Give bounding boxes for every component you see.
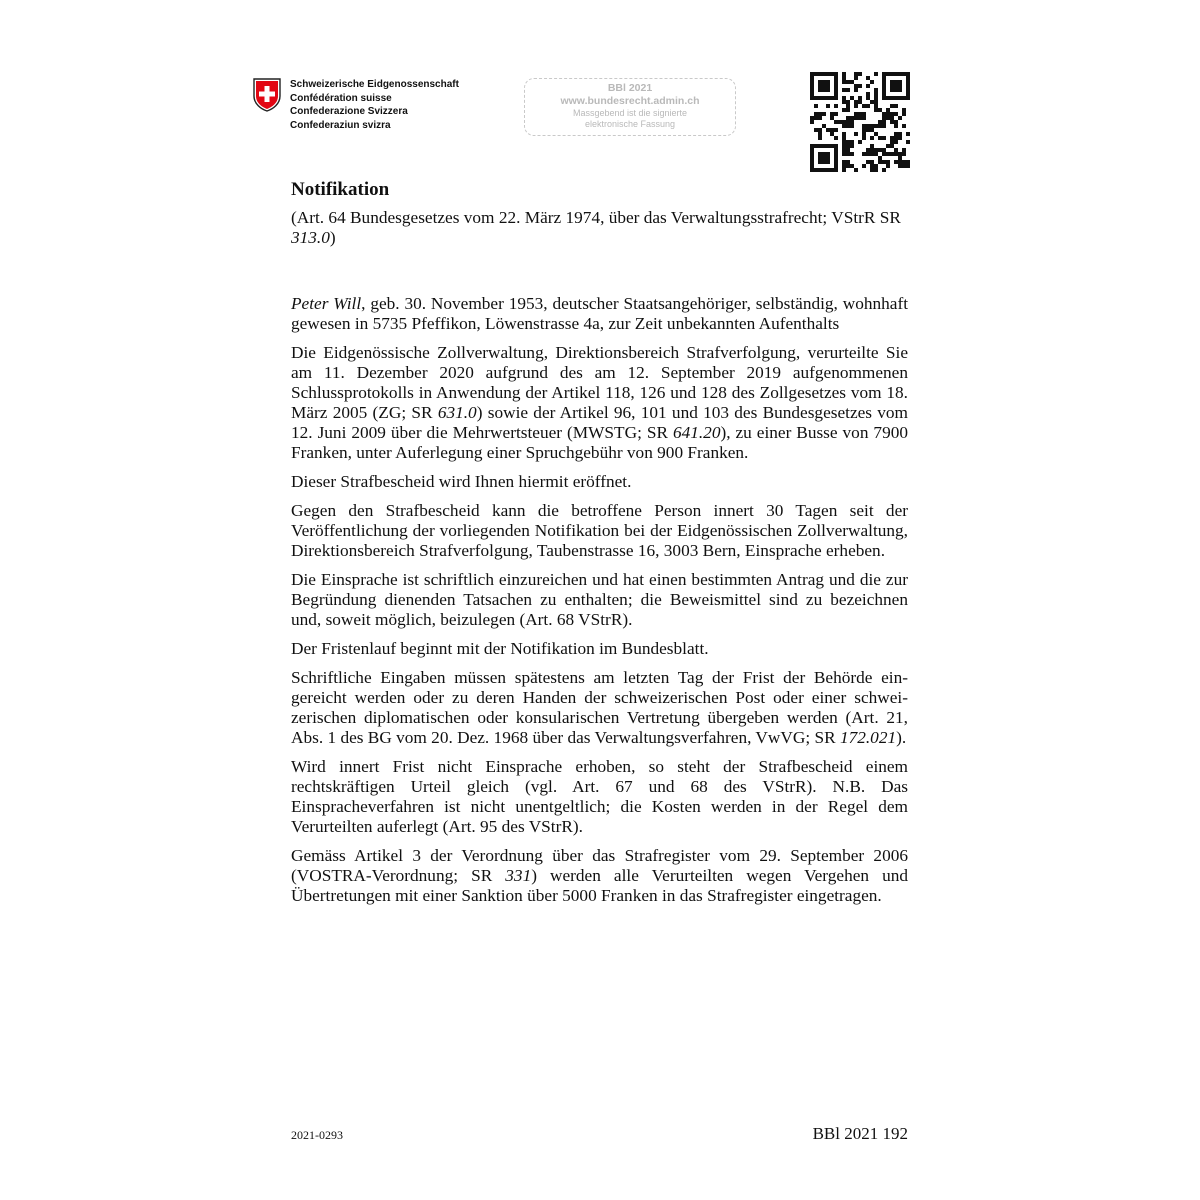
confederation-name-de: Schweizerische Eidgenossenschaft — [290, 79, 459, 90]
person-name: Peter Will — [291, 294, 362, 313]
stamp-line-1: BBl 2021 — [607, 82, 653, 94]
paragraph-objection-form: Die Einsprache ist schriftlich einzureichen und hat einen bestimmten Antrag und die zur Begründung dienenden Tatsachen zu enthalten; die Beweismittel sind zu bezeichnen und, soweit möglich, beizulegen (Art. 68 VStrR). — [291, 570, 908, 629]
legal-basis — [291, 208, 908, 248]
confederation-names — [290, 78, 459, 132]
paragraph-objection: Gegen den Strafbescheid kann die betroffene Person innert 30 Tagen seit der Veröffentlichung der vorliegenden Notifikation bei der Eidgenössischen Zollverwaltung, Direktionsbereich Strafverfolgung, Taubenstrasse 16, 3003 Bern, Einsprache erheben. — [291, 501, 908, 560]
confederation-name-rm: Confederaziun svizra — [290, 119, 391, 131]
page-title: Notifikation — [291, 179, 390, 200]
person-details: , geb. 30. November 1953, deutscher Staatsangehöriger, selbständig, wohnhaft gewesen in 5735 Pfeffikon, Löwenstrasse 4a, zur Zeit unbekannten Aufenthalts — [291, 294, 909, 333]
verdict-text-3: ), zu einer Busse von 7900 Franken, unter Auferlegung einer Spruchgebühr von 900 Franken. — [291, 423, 908, 462]
notification-content — [291, 178, 908, 915]
notification-body — [291, 294, 908, 906]
paragraph-legal-force: Wird innert Frist nicht Einsprache erhoben, so steht der Strafbescheid einem rechtskräftigen Urteil gleich (vgl. Art. 67 und 68 des VStrR). N.B. Das Einspracheverfahren ist nicht unentgeltlich; die Kosten werden in der Regel dem Verurteilten auferlegt (Art. 95 des VStrR). — [291, 757, 908, 836]
stamp-line-3: Massgebend ist die signierte — [572, 108, 688, 118]
qr-code-icon — [810, 72, 910, 172]
paragraph-register — [291, 846, 908, 906]
legal-basis-close: ) — [329, 228, 336, 247]
submissions-text-1: Schriftliche Eingaben müssen spätestens am letzten Tag der Frist der Behörde ein-gereicht werden oder zu deren Handen der schweizerischen Post oder einer schwei-zerischen diplomatischen oder konsularischen Vertretung übergeben werden (Art. 21, Abs. 1 des BG vom 20. Dez. 1968 über das Verwaltungsverfahren, VwVG; SR — [291, 668, 908, 747]
submissions-ref: 172.021 — [839, 728, 897, 747]
document-header — [250, 70, 910, 175]
swiss-cross-icon — [253, 78, 281, 112]
confederation-name-it: Confederazione Svizzera — [290, 106, 408, 117]
register-ref: 331 — [505, 866, 532, 885]
document-number: 2021-0293 — [291, 1128, 343, 1142]
confederation-name-fr: Confédération suisse — [290, 92, 392, 104]
paragraph-opening: Dieser Strafbescheid wird Ihnen hiermit eröffnet. — [291, 472, 632, 491]
paragraph-person — [291, 294, 908, 334]
verdict-text-2: ) sowie der Artikel 96, 101 und 103 des Bundesgesetzes vom 12. Juni 2009 über die Mehrwertsteuer (MWSTG; SR — [291, 403, 908, 442]
submissions-text-2: ). — [896, 728, 907, 747]
verdict-text-1: Die Eidgenössische Zollverwaltung, Direktionsbereich Strafverfolgung, verurteilte Sie am 11. Dezember 2020 aufgrund des am 12. September 2019 aufgenommenen Schlussprotokolls in Anwendung der Artikel 118, 126 und 128 des Zollgesetzes vom 18. März 2005 (ZG; SR — [291, 343, 908, 422]
paragraph-submissions — [291, 668, 908, 748]
register-text-2: ) werden alle Verurteilten wegen Vergehen und Übertretungen mit einer Sanktion über 5000 Franken in das Strafregister eingetragen. — [291, 866, 908, 905]
page-reference: BBl 2021 192 — [812, 1124, 908, 1143]
legal-basis-ref: 313.0 — [291, 228, 330, 247]
verdict-ref-2: 641.20 — [672, 423, 721, 442]
bbl-stamp — [524, 78, 736, 136]
register-text-1: Gemäss Artikel 3 der Verordnung über das Strafregister vom 29. September 2006 (VOSTRA-Verordnung; SR — [291, 846, 908, 885]
legal-basis-text: (Art. 64 Bundesgesetzes vom 22. März 1974, über das Verwaltungsstrafrecht; VStrR SR — [291, 208, 901, 227]
verdict-ref-1: 631.0 — [437, 403, 477, 422]
stamp-line-2: www.bundesrecht.admin.ch — [560, 95, 700, 107]
paragraph-deadline: Der Fristenlauf beginnt mit der Notifikation im Bundesblatt. — [291, 639, 709, 658]
stamp-line-4: elektronische Fassung — [584, 119, 676, 129]
paragraph-verdict — [291, 343, 908, 463]
